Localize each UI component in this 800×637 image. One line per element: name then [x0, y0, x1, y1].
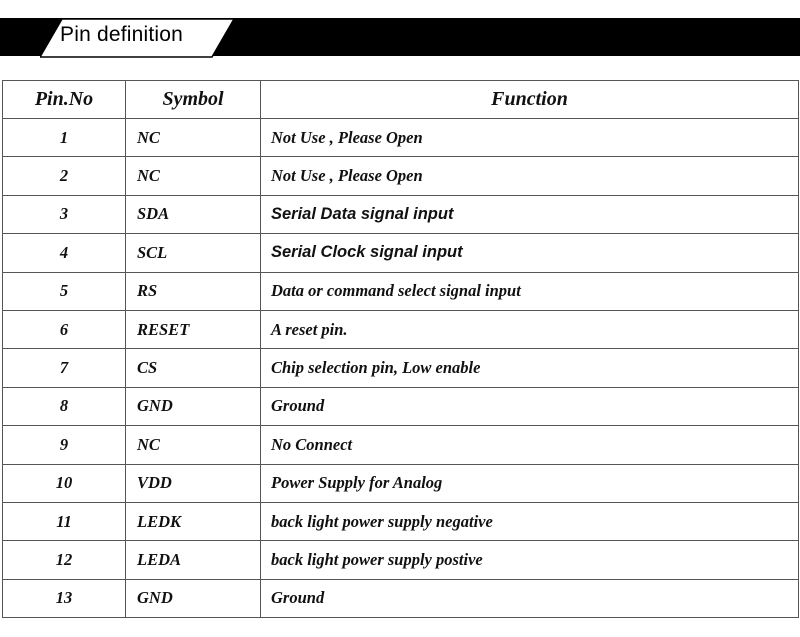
pin-number: 10	[3, 464, 126, 502]
pin-symbol: SCL	[126, 234, 261, 272]
pin-symbol: GND	[126, 579, 261, 617]
table-header-row	[3, 81, 799, 119]
pin-function: back light power supply postive	[261, 541, 799, 579]
pin-symbol: NC	[126, 157, 261, 195]
pin-function: Not Use , Please Open	[261, 119, 799, 157]
pin-function: Serial Data signal input	[261, 195, 799, 233]
table-row	[3, 387, 799, 425]
pin-function: No Connect	[261, 426, 799, 464]
table-row	[3, 464, 799, 502]
column-header-symbol: Symbol	[126, 81, 261, 119]
page-title: Pin definition	[60, 23, 184, 46]
pin-symbol: VDD	[126, 464, 261, 502]
pin-number: 11	[3, 502, 126, 540]
pin-function: Serial Clock signal input	[261, 234, 799, 272]
pin-number: 5	[3, 272, 126, 310]
pin-number: 13	[3, 579, 126, 617]
pin-number: 3	[3, 195, 126, 233]
table-row	[3, 157, 799, 195]
pin-number: 9	[3, 426, 126, 464]
pin-function: Ground	[261, 579, 799, 617]
pin-symbol: NC	[126, 119, 261, 157]
table-row	[3, 426, 799, 464]
pin-symbol: LEDA	[126, 541, 261, 579]
column-header-function: Function	[261, 81, 799, 119]
table-row	[3, 119, 799, 157]
pin-definition-table	[2, 80, 799, 618]
pin-function: Data or command select signal input	[261, 272, 799, 310]
table-row	[3, 272, 799, 310]
pin-number: 4	[3, 234, 126, 272]
pin-symbol: RESET	[126, 310, 261, 348]
pin-number: 8	[3, 387, 126, 425]
pin-number: 2	[3, 157, 126, 195]
pin-number: 12	[3, 541, 126, 579]
pin-function: Ground	[261, 387, 799, 425]
pin-symbol: CS	[126, 349, 261, 387]
table-row	[3, 310, 799, 348]
pin-function: Chip selection pin, Low enable	[261, 349, 799, 387]
table-row	[3, 349, 799, 387]
pin-function: Power Supply for Analog	[261, 464, 799, 502]
table-row	[3, 234, 799, 272]
column-header-pin: Pin.No	[3, 81, 126, 119]
table-row	[3, 541, 799, 579]
pin-number: 1	[3, 119, 126, 157]
pin-symbol: LEDK	[126, 502, 261, 540]
pin-symbol: RS	[126, 272, 261, 310]
table-row	[3, 502, 799, 540]
table-row	[3, 579, 799, 617]
pin-function: A reset pin.	[261, 310, 799, 348]
pin-number: 7	[3, 349, 126, 387]
table-row	[3, 195, 799, 233]
pin-function: Not Use , Please Open	[261, 157, 799, 195]
pin-symbol: NC	[126, 426, 261, 464]
pin-function: back light power supply negative	[261, 502, 799, 540]
pin-symbol: SDA	[126, 195, 261, 233]
pin-number: 6	[3, 310, 126, 348]
pin-symbol: GND	[126, 387, 261, 425]
